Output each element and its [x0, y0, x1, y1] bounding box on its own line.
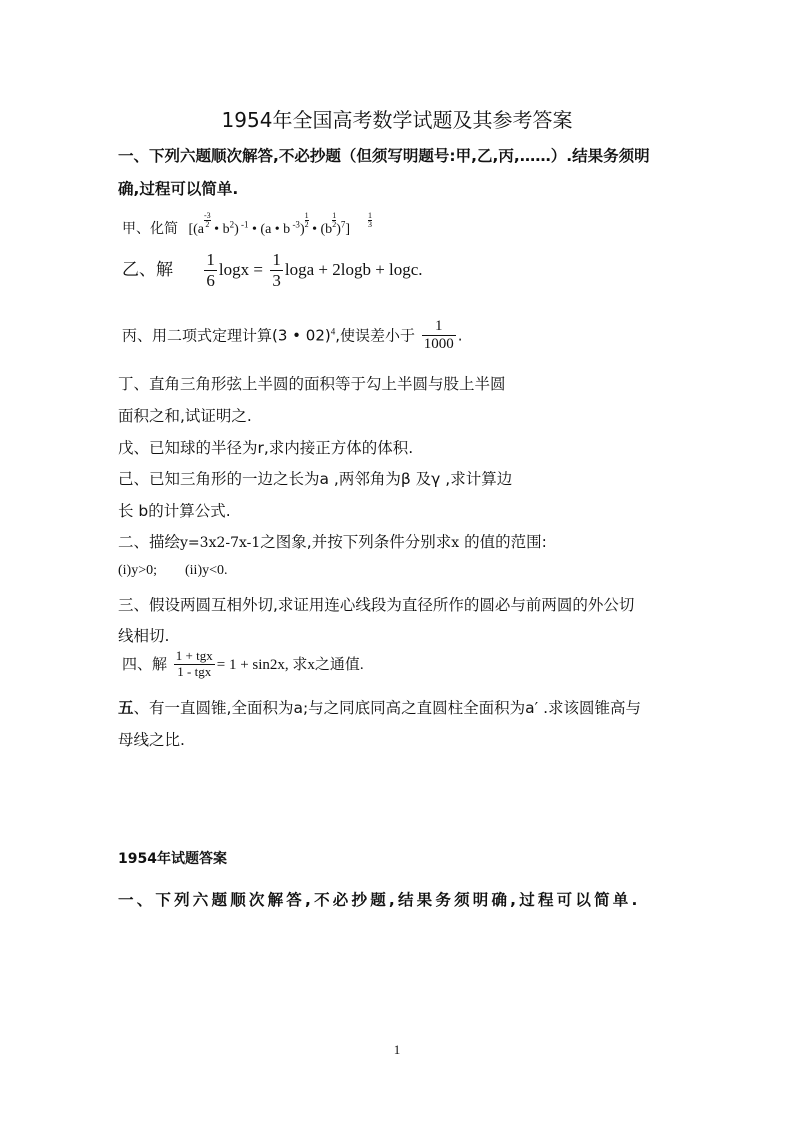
part2-conditions — [118, 563, 228, 579]
part4-label: 四、解 — [122, 654, 168, 673]
part5-line2: 母线之比. — [118, 731, 185, 749]
question-bing-exponent: 4 — [330, 326, 336, 337]
part3-line2: 线相切. — [118, 627, 170, 645]
fraction-one-thousandth: $\frac{1}{1000}$ — [423, 318, 454, 353]
question-bing-pre: 丙、用二项式定理计算(3 • 02) — [122, 326, 331, 345]
question-jia — [122, 212, 372, 238]
fraction-one-sixth: $\frac{1}{6}$ — [206, 250, 215, 290]
part3-line1: 三、假设两圆互相外切,求证用连心线段为直径所作的圆必与前两圆的外公切 — [118, 596, 635, 614]
question-wu: 戊、已知球的半径为r,求内接正方体的体积. — [118, 439, 414, 457]
part2-formula: y=3x2-7x-1 — [180, 535, 261, 551]
part5-text: 、有一直圆锥,全面积为a;与之同底同高之直圆柱全面积为a′ .求该圆锥高与 — [133, 699, 642, 717]
question-bing: 丙、用二项式定理计算(3 • 02)$^4$,使误差小于 $\frac{1}{1000}$ . — [122, 318, 463, 353]
part2-mid: 之图象,并按下列条件分别求 — [260, 533, 452, 551]
part5-lead: 五 — [118, 699, 134, 717]
question-yi — [122, 250, 423, 290]
part2-post: 的值的范围: — [459, 533, 547, 551]
question-yi-right: loga + 2logb + logc. — [284, 260, 423, 280]
page-number: 1 — [393, 1042, 401, 1057]
part2 — [118, 530, 547, 552]
answers-heading: 1954年试题答案 — [118, 851, 227, 867]
question-ji-line2: 长 b的计算公式. — [118, 502, 231, 520]
part2-cond2: (ii)y<0. — [185, 563, 228, 578]
question-yi-label: 乙、解 — [122, 260, 173, 281]
part2-pre: 二、描绘 — [118, 533, 181, 551]
question-ji-line1: 己、已知三角形的一边之长为a ,两邻角为β 及γ ,求计算边 — [118, 470, 513, 488]
part2-var: x — [451, 535, 460, 551]
question-ding-line1: 丁、直角三角形弦上半圆的面积等于勾上半圆与股上半圆 — [118, 375, 506, 393]
question-yi-left: logx = — [218, 260, 263, 280]
question-ding-line2: 面积之和,试证明之. — [118, 407, 252, 425]
part1-heading-line1: 一、下列六题顺次解答,不必抄题（但须写明题号:甲,乙,丙,……）.结果务须明 — [118, 147, 650, 165]
question-jia-label: 甲、化简 — [122, 221, 178, 237]
part2-cond1: (i)y>0; — [118, 563, 157, 578]
answers-line1: 一、下列六题顺次解答,不必抄题,结果务须明确,过程可以简单. — [118, 891, 641, 909]
question-jia-expression: [(a $\frac{-3}{2}$ • $b^2$) $^{-1}$ • (a • b $^{-3}$) $\frac{1}{2}$ • (b $\frac{1}{2}$ )$^7$] $\frac{1}{3}$ — [188, 211, 373, 237]
part4-rhs: = 1 + sin2x, 求x之通值. — [216, 656, 364, 673]
fraction-one-third: $\frac{1}{3}$ — [272, 250, 281, 290]
part4-fraction: $\frac{\text{1 + tgx}}{\text{1 - tgx}}$ — [175, 648, 213, 679]
question-bing-post: ,使误差小于 — [335, 326, 416, 345]
part4 — [122, 649, 364, 680]
part5-line1 — [118, 696, 641, 718]
page-title: 1954年全国高考数学试题及其参考答案 — [221, 108, 573, 132]
part1-heading-line2: 确,过程可以简单. — [118, 180, 239, 198]
